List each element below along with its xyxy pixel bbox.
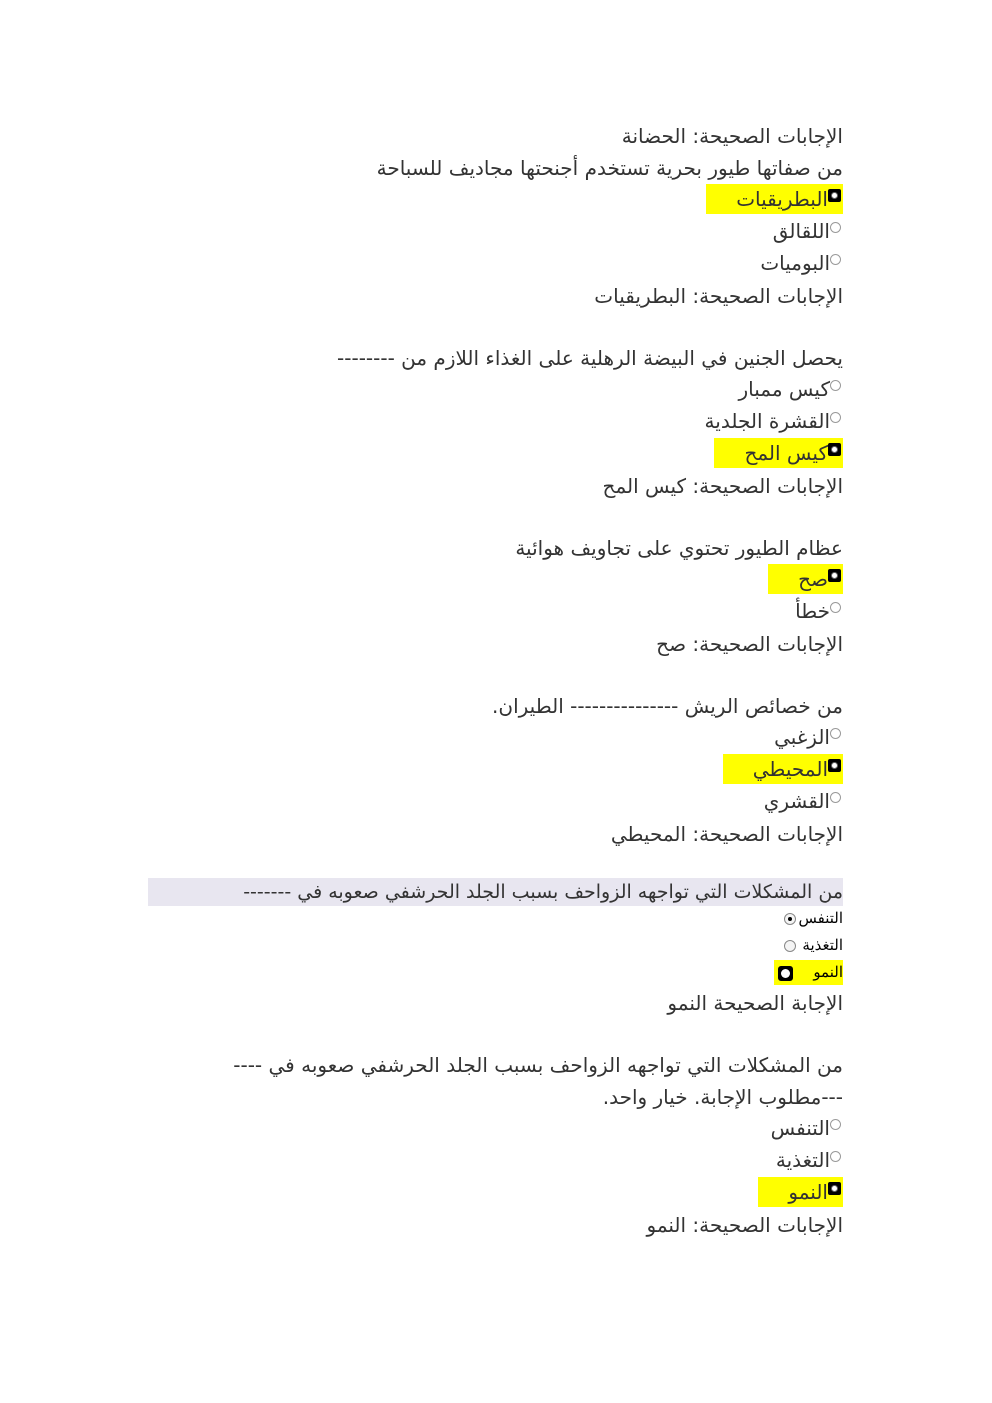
question-text: من خصائص الريش --------------- الطيران. <box>492 694 843 718</box>
option-label: المحيطي <box>752 757 828 781</box>
radio-selected-icon[interactable] <box>828 189 841 202</box>
answer-line: الإجابات الصحيحة: البطريقيات <box>594 284 843 308</box>
quiz-document <box>148 120 843 1241</box>
option-label: القشري <box>763 789 830 813</box>
option-label: البوميات <box>760 251 830 275</box>
option-row[interactable] <box>148 1145 843 1177</box>
radio-icon[interactable] <box>830 792 841 803</box>
radio-selected-icon[interactable] <box>828 1182 841 1195</box>
option-label: التغذية <box>775 1148 830 1172</box>
radio-icon[interactable] <box>830 380 841 391</box>
question-text-continued: ---مطلوب الإجابة. خيار واحد. <box>602 1085 843 1109</box>
option-row[interactable] <box>148 1177 843 1209</box>
option-label: كيس المح <box>744 441 828 465</box>
option-label: التغذية <box>802 937 843 954</box>
option-label: التنفس <box>798 910 843 927</box>
option-row[interactable] <box>148 754 843 786</box>
answer-line: الإجابات الصحيحة: المحيطي <box>610 822 843 846</box>
option-row[interactable] <box>148 933 843 960</box>
radio-icon[interactable] <box>830 412 841 423</box>
option-row[interactable] <box>148 906 843 933</box>
answer-line: الإجابات الصحيحة: النمو <box>646 1213 843 1237</box>
option-label: النمو <box>788 1180 828 1204</box>
option-label: صح <box>798 567 828 591</box>
option-row[interactable] <box>148 596 843 628</box>
option-label: النمو <box>813 964 843 981</box>
radio-icon[interactable] <box>830 1151 841 1162</box>
radio-icon[interactable] <box>830 222 841 233</box>
radio-selected-icon[interactable] <box>828 569 841 582</box>
option-label: كيس ممبار <box>738 377 830 401</box>
option-label: البطريقيات <box>736 187 828 211</box>
option-label: اللقالق <box>772 219 830 243</box>
option-label: خطأ <box>795 599 830 623</box>
option-row[interactable] <box>148 406 843 438</box>
question-text: من المشكلات التي تواجهه الزواحف بسبب الجلد الحرشفي صعوبه في ---- <box>233 1053 843 1077</box>
option-row[interactable] <box>148 184 843 216</box>
option-row[interactable] <box>148 960 843 987</box>
radio-selected-icon[interactable] <box>778 966 793 981</box>
question-text: يحصل الجنين في البيضة الرهلية على الغذاء اللازم من -------- <box>337 346 843 370</box>
radio-icon[interactable] <box>830 1119 841 1130</box>
option-row[interactable] <box>148 564 843 596</box>
answer-line: الإجابات الصحيحة: الحضانة <box>621 124 843 148</box>
shaded-question-text: من المشكلات التي تواجهه الزواحف بسبب الجلد الحرشفي صعوبه في ------- <box>148 878 843 906</box>
option-label: القشرة الجلدية <box>704 409 830 433</box>
radio-dot-icon[interactable] <box>784 913 796 925</box>
radio-icon[interactable] <box>830 728 841 739</box>
option-row[interactable] <box>148 438 843 470</box>
option-row[interactable] <box>148 374 843 406</box>
radio-selected-icon[interactable] <box>828 759 841 772</box>
question-text: من صفاتها طيور بحرية تستخدم أجنحتها مجاديف للسباحة <box>376 156 843 180</box>
radio-icon[interactable] <box>784 940 796 952</box>
option-row[interactable] <box>148 216 843 248</box>
radio-selected-icon[interactable] <box>828 443 841 456</box>
option-row[interactable] <box>148 248 843 280</box>
option-row[interactable] <box>148 722 843 754</box>
option-row[interactable] <box>148 786 843 818</box>
radio-icon[interactable] <box>830 602 841 613</box>
answer-line: الإجابة الصحيحة النمو <box>667 991 843 1015</box>
option-label: الزغبي <box>774 725 830 749</box>
radio-icon[interactable] <box>830 254 841 265</box>
option-row[interactable] <box>148 1113 843 1145</box>
question-text: عظام الطيور تحتوي على تجاويف هوائية <box>515 536 843 560</box>
answer-line: الإجابات الصحيحة: كيس المح <box>602 474 843 498</box>
option-label: التنفس <box>770 1116 830 1140</box>
answer-line: الإجابات الصحيحة: صح <box>656 632 843 656</box>
